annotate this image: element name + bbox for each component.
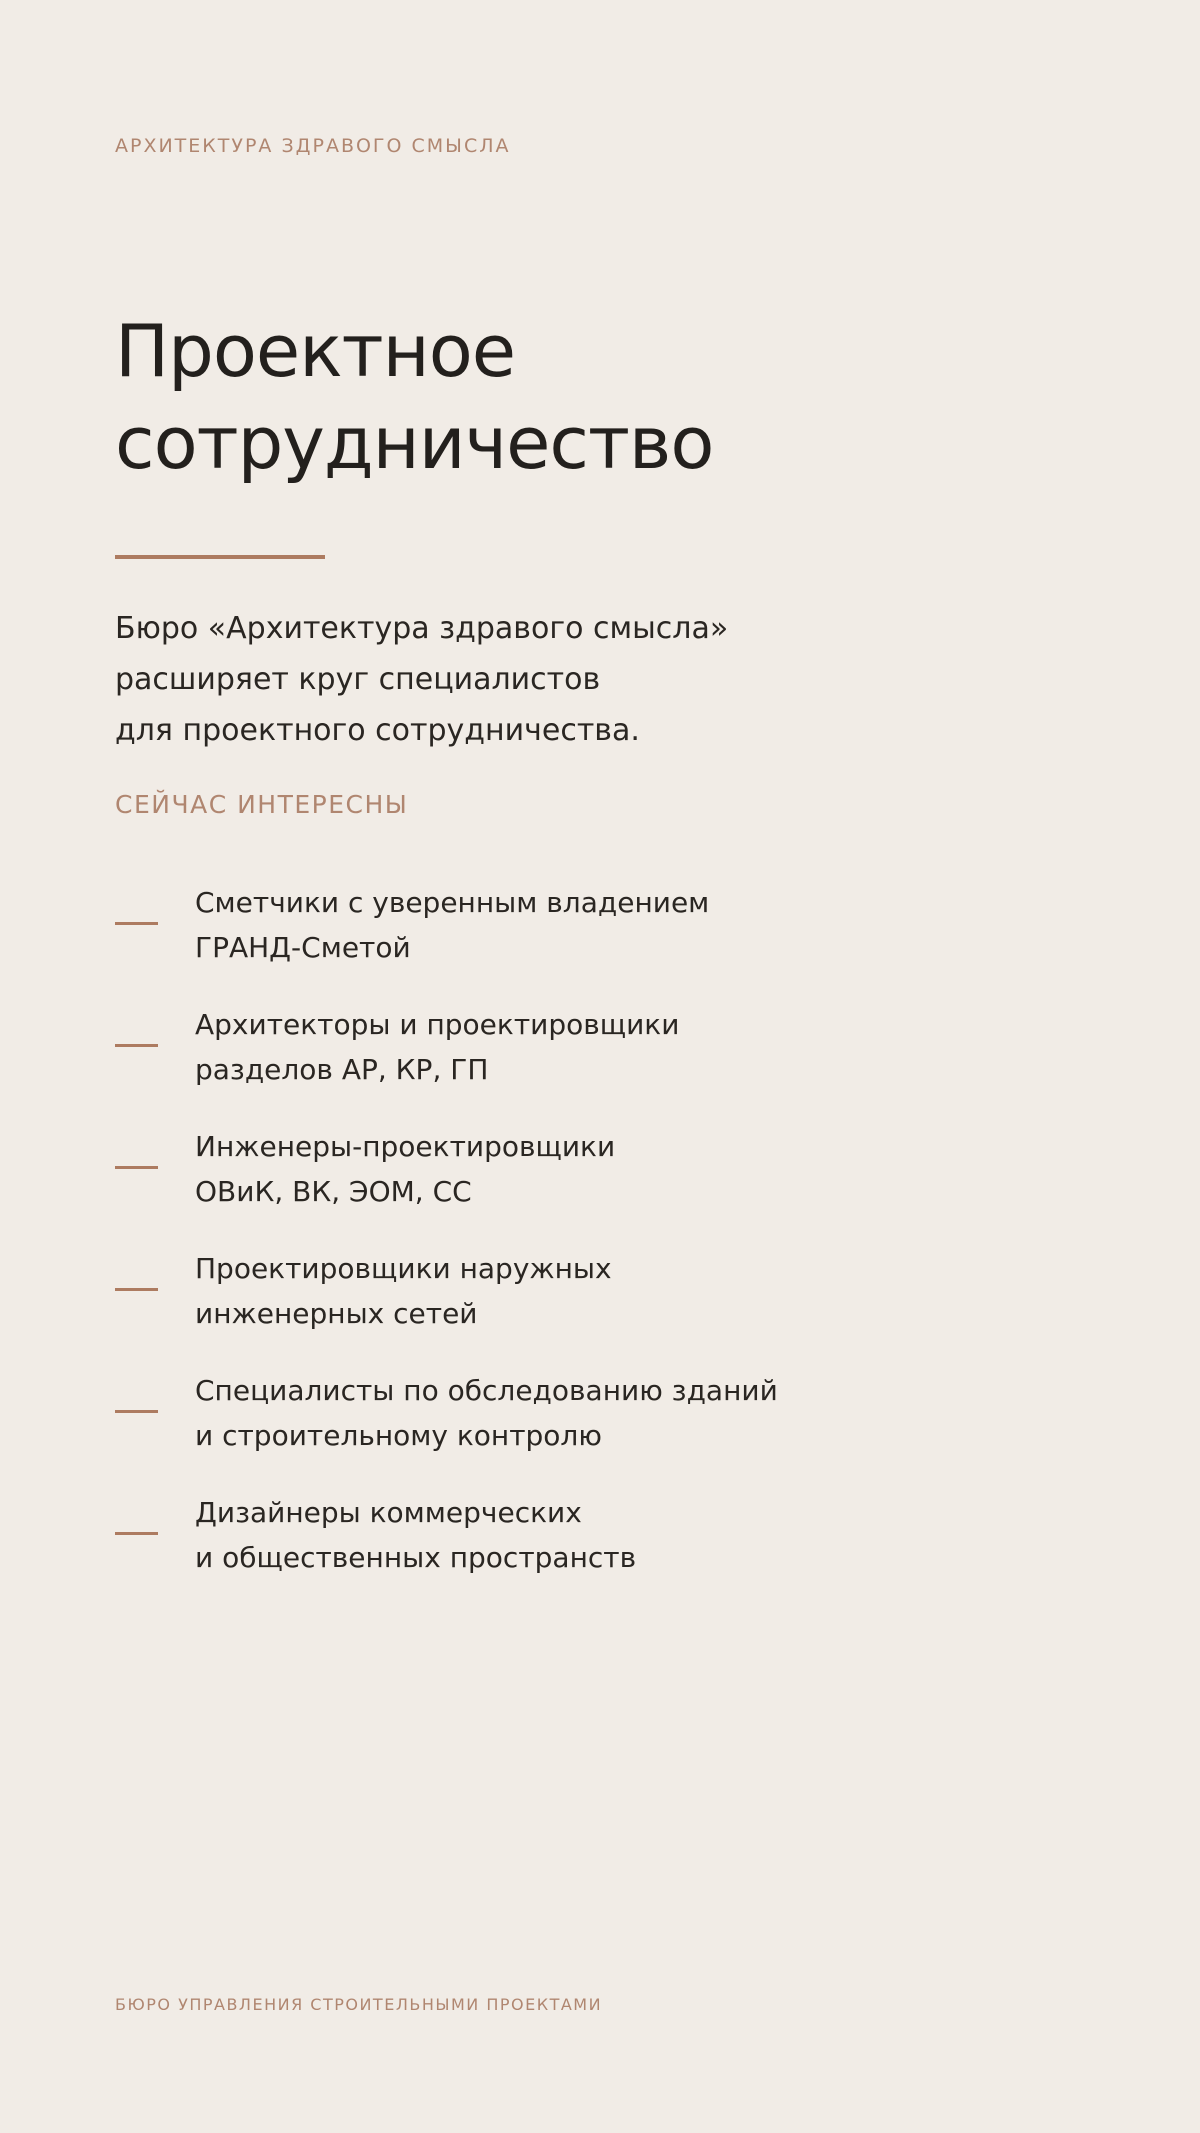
list-item-text [195, 1246, 1095, 1336]
page [115, 0, 1115, 2133]
list-item-text [195, 1368, 1095, 1458]
dash-bullet-icon [115, 1044, 158, 1047]
accent-divider [115, 555, 325, 559]
list-item-line: и строительному контролю [195, 1419, 602, 1452]
dash-bullet-icon [115, 1532, 158, 1535]
list-item [115, 1002, 1115, 1124]
list-item-line: и общественных пространств [195, 1541, 637, 1574]
dash-bullet-icon [115, 922, 158, 925]
list-item-text [195, 1490, 1095, 1580]
list-item-line: Проектировщики наружных [195, 1252, 612, 1285]
list-item-text [195, 1002, 1095, 1092]
list-item-text [195, 1124, 1095, 1214]
list-item [115, 1246, 1115, 1368]
list-item-line: Инженеры-проектировщики [195, 1130, 616, 1163]
list-item-line: ОВиК, ВК, ЭОМ, СС [195, 1175, 472, 1208]
dash-bullet-icon [115, 1410, 158, 1413]
page-title-line-2: сотрудничество [115, 401, 714, 485]
brand-label: АРХИТЕКТУРА ЗДРАВОГО СМЫСЛА [115, 135, 511, 157]
list-item [115, 880, 1115, 1002]
list-item-line: инженерных сетей [195, 1297, 478, 1330]
list-item [115, 1490, 1115, 1612]
dash-bullet-icon [115, 1166, 158, 1169]
specialists-list [115, 880, 1115, 1612]
intro-paragraph [115, 603, 1015, 756]
list-item-text [195, 880, 1095, 970]
dash-bullet-icon [115, 1288, 158, 1291]
list-item [115, 1124, 1115, 1246]
intro-line: для проектного сотрудничества. [115, 713, 640, 748]
list-item [115, 1368, 1115, 1490]
list-item-line: Специалисты по обследованию зданий [195, 1374, 778, 1407]
section-label: СЕЙЧАС ИНТЕРЕСНЫ [115, 790, 409, 819]
intro-line: расширяет круг специалистов [115, 662, 601, 697]
list-item-line: Архитекторы и проектировщики [195, 1008, 680, 1041]
intro-line: Бюро «Архитектура здравого смысла» [115, 611, 729, 646]
list-item-line: Сметчики с уверенным владением [195, 886, 710, 919]
footer-label: БЮРО УПРАВЛЕНИЯ СТРОИТЕЛЬНЫМИ ПРОЕКТАМИ [115, 1995, 603, 2014]
page-title-line-1: Проектное [115, 309, 516, 393]
list-item-line: Дизайнеры коммерческих [195, 1496, 582, 1529]
list-item-line: ГРАНД-Сметой [195, 931, 411, 964]
list-item-line: разделов АР, КР, ГП [195, 1053, 489, 1086]
page-title [115, 305, 1015, 489]
